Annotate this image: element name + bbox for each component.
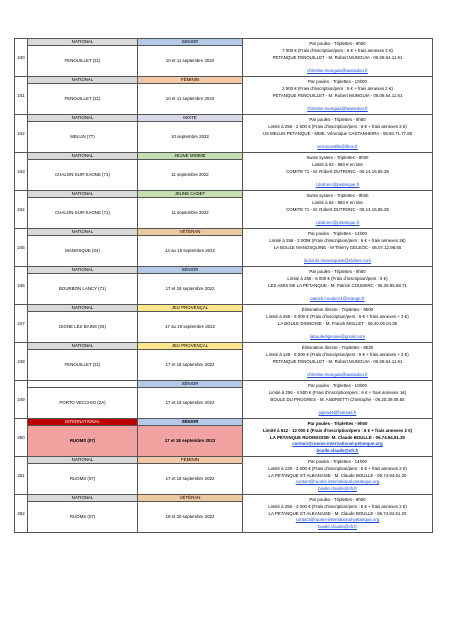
event-city: FENOUILLET (31) [28, 84, 138, 115]
event-header-row [15, 343, 433, 350]
event-number: 241 [15, 77, 28, 115]
event-city: MANOSQUE (04) [28, 236, 138, 267]
info-line: LA PETANQUE ST ALBANAISE - M. Claude BOULLE - 06.74.94.61.20 [268, 510, 407, 516]
event-info [243, 381, 433, 419]
event-header-row [15, 495, 433, 502]
event-date: 10 et 11 septembre 2022 [138, 84, 243, 115]
email-link[interactable]: jujina46@hotmail.fr [318, 410, 357, 416]
event-header-row [15, 305, 433, 312]
email-link[interactable]: contact@ruoms-international-petanque.org [295, 479, 380, 485]
email-link[interactable]: labouledignoise@gmail.com [310, 334, 365, 340]
event-header-row [15, 77, 433, 84]
event-header-row [15, 153, 433, 160]
event-number: 243 [15, 153, 28, 191]
event-info [243, 457, 433, 495]
event-category: SÉNIOR [138, 381, 243, 388]
email-link-2[interactable]: boulle.claude@sfr.fr [316, 448, 359, 454]
info-line: Limité à 256 - 3 000 € (Frais d'inscription/pers : 6 € + frais annexes 2 €) [268, 503, 407, 509]
event-date: 17 et 18 septembre 2022 [138, 464, 243, 495]
info-line: 7 000 € (Frais d'inscription/pers : 6 € + frais annexes 2 €) [282, 47, 393, 53]
info-line [243, 403, 432, 410]
event-info [243, 305, 433, 343]
event-date: 17 et 18 septembre 2022 [138, 388, 243, 419]
event-category: FÉMININ [138, 77, 243, 84]
event-city: FENOUILLET (31) [28, 46, 138, 77]
event-number: 249 [15, 381, 28, 419]
event-city: CHALON-SUR-SAONE (71) [28, 198, 138, 229]
info-line: US MELUN PETANQUE - MME. Véronique CASTANHEIRA - 06.50.71.77.80 [262, 130, 413, 136]
event-number: 251 [15, 457, 28, 495]
event-info [243, 267, 433, 305]
email-link[interactable]: christine.munguia@wanadoo.fr [307, 68, 368, 74]
event-city: MELUN (77) [28, 122, 138, 153]
info-line: LA PETANQUE RUOMSOISE- M. Claude BOULLE - 06.74.94.61.20 [270, 434, 405, 440]
event-level: NATIONAL [28, 115, 138, 122]
schedule-body [15, 39, 433, 533]
info-line: Élimination directe - Triplettes - 8h30 [301, 345, 374, 350]
event-info [243, 419, 433, 457]
event-level: NATIONAL [28, 229, 138, 236]
event-level: NATIONAL [28, 267, 138, 274]
info-line: Limité à 64 - 850 € en lots [312, 199, 363, 205]
info-line [243, 137, 432, 144]
event-header-row [15, 229, 433, 236]
event-date: 14 au 15 septembre 2022 [138, 236, 243, 267]
info-line: 2 500 € (Frais d'inscription/pers : 6 € + frais annexes 2 €) [282, 85, 393, 91]
event-number: 245 [15, 229, 28, 267]
info-line: Par poules - Triplettes - 9h00 [309, 117, 366, 122]
event-header-row [15, 381, 433, 388]
event-level: NATIONAL [28, 153, 138, 160]
info-line [243, 327, 432, 334]
info-line: Par poules - Triplettes - 9h00 [307, 421, 368, 426]
event-header-row [15, 39, 433, 46]
info-line: Par poules - Triplettes - 9h00 [309, 41, 366, 46]
info-line: PETANQUE FENOUILLET - M. Robert MUNGUIA - 06.08.64.11.61 [272, 54, 403, 60]
event-level: NATIONAL [28, 191, 138, 198]
info-line [243, 213, 432, 220]
email-link-2[interactable]: boulle.claude@sfr.fr [318, 486, 357, 492]
event-level: NATIONAL [28, 305, 138, 312]
event-number: 240 [15, 39, 28, 77]
event-category: SENIOR [138, 39, 243, 46]
event-date: 17 et 18 septembre 2022 [138, 426, 243, 457]
event-level: NATIONAL [28, 77, 138, 84]
info-line: PETANQUE FENOUILLET - M. Robert MUNGUIA - 06.08.64.11.61 [272, 92, 403, 98]
event-info [243, 77, 433, 115]
email-link[interactable]: christine.munguia@wanadoo.fr [307, 372, 368, 378]
event-city: DIGNE LES BAINS (04) [28, 312, 138, 343]
event-date: 17 et 18 septembre 2022 [138, 350, 243, 381]
event-city: FENOUILLET (31) [28, 350, 138, 381]
info-line: Limité à 256 - 6 000 € (Frais d'inscription/pers : 6 € + frais annexes + 2 €) [266, 313, 409, 319]
info-line [243, 61, 432, 68]
email-link[interactable]: veroscastil5@libox.fr [317, 144, 358, 150]
info-line: Par poules - Triplettes - 9h00 [309, 497, 366, 502]
info-line: Limité à 64 - 850 € en lots [312, 161, 363, 167]
event-date: 11 septembre 2022 [138, 160, 243, 191]
event-level: NATIONAL [28, 495, 138, 502]
event-number: 248 [15, 343, 28, 381]
event-category: MIXTE [138, 115, 243, 122]
event-category: JEUNE MINIME [138, 153, 243, 160]
schedule-table [14, 38, 433, 533]
info-line [243, 289, 432, 296]
event-category: SÉNIOR [138, 267, 243, 274]
event-city: RUOMS (07) [28, 502, 138, 533]
event-city: BOURBON LANCY (71) [28, 274, 138, 305]
event-header-row [15, 115, 433, 122]
info-line: Par poules - Triplettes - 9h00 [309, 269, 366, 274]
info-line: Limité à 256 - 2 000€ (Frais d'inscription/pers : 6 € + frais annexes 2€) [269, 237, 406, 243]
event-category: JEUNE CADET [138, 191, 243, 198]
info-line: COMITE 71 - M. Robert DUTRONC - 06.14.15.55.29 [286, 168, 389, 174]
info-line: BOULE DU PROGRES - M. ANDRIETTI Christophe - 06.20.39.09.55 [270, 396, 405, 402]
event-date: 17 au 19 septembre 2022 [138, 312, 243, 343]
event-number: 242 [15, 115, 28, 153]
event-level [28, 381, 138, 388]
info-line: LA PETANQUE ST ALBANAISE - M. Claude BOULLE - 06.74.94.61.20 [268, 472, 407, 478]
event-info [243, 39, 433, 77]
event-info [243, 191, 433, 229]
event-info [243, 495, 433, 533]
event-category: JEU PROVENÇAL [138, 343, 243, 350]
info-line: Limité à 256 - 6 000 € (Frais d'inscription/pers : 6 €) [287, 275, 388, 281]
info-line: PETANQUE FENOUILLET - M. Robert MUNGUIA - 06.08.64.11.61 [272, 358, 403, 364]
event-info [243, 343, 433, 381]
event-number: 246 [15, 267, 28, 305]
event-category: SÉNIOR [138, 419, 243, 426]
info-line: Par poules - Triplettes - 10h00 [308, 383, 367, 388]
event-number: 250 [15, 419, 28, 457]
event-date: 17 et 18 septembre 2022 [138, 274, 243, 305]
info-line: Limité à 256 - 2 500 € (Frais d'inscription/pers : 6 € + frais annexes 2 €) [268, 123, 407, 129]
email-link-2[interactable]: boulle.claude@sfr.fr [318, 524, 357, 530]
info-line: Limité à 512 - 12 000 € (Frais d'inscription/pers : 6 € + frais annexes 2 €) [262, 427, 413, 433]
event-header-row [15, 457, 433, 464]
info-line: LA BOULE MANOSQUINE - M Thierry GELEOC - 06.07.12.98.65 [273, 244, 402, 250]
info-line: Par poules - Triplettes - 14h00 [308, 459, 367, 464]
event-header-row [15, 419, 433, 426]
info-line: Limité à 128 - 3 000 € (Frais d'inscription/pers : 6 € + frais annexes 2 €) [268, 465, 407, 471]
event-info [243, 229, 433, 267]
event-category: VÉTÉRAN [138, 229, 243, 236]
info-line [243, 99, 432, 106]
info-line: Limité à 128 - 5 000 € (Frais d'inscription/pers : 6 € + frais annexes + 2 €) [266, 351, 409, 357]
event-number: 247 [15, 305, 28, 343]
event-date: 10 septembre 2022 [138, 122, 243, 153]
event-category: VÉTÉRAN [138, 495, 243, 502]
event-city: PORTO VECCHIO (2A) [28, 388, 138, 419]
event-level: NATIONAL [28, 39, 138, 46]
info-line: Élimination directe - Triplettes - 9h00 [301, 307, 374, 312]
event-info [243, 153, 433, 191]
event-city: RUOMS (07) [28, 464, 138, 495]
event-date: 19 et 20 septembre 2022 [138, 502, 243, 533]
email-link[interactable]: contact@ruoms-international-petanque.org [292, 441, 383, 447]
event-city: RUOMS (07) [28, 426, 138, 457]
info-line: LA BOULE DIGNOISE - M. Franck MOLLET - 06.40.06.04.36 [277, 320, 398, 326]
email-link[interactable]: contact@ruoms-international-petanque.org [295, 517, 380, 523]
event-header-row [15, 191, 433, 198]
info-line: Par poules - Triplettes - 10h00 [308, 79, 367, 84]
info-line [243, 365, 432, 372]
info-line: COMITE 71 - M. Robert DUTRONC - 06.14.15.55.29 [286, 206, 389, 212]
event-category: FÉMININ [138, 457, 243, 464]
event-number: 252 [15, 495, 28, 533]
email-link[interactable]: r.dutronc@petanque.fr [315, 220, 360, 226]
event-info [243, 115, 433, 153]
info-line: Swiss system - Triplettes - 9h00 [306, 155, 369, 160]
info-line: Par poules - Triplettes - 14h00 [308, 231, 367, 236]
info-line [243, 251, 432, 258]
event-level: NATIONAL [28, 343, 138, 350]
event-level: INTERNATIONAL [28, 419, 138, 426]
info-line [243, 175, 432, 182]
email-link[interactable]: r.dutronc@petanque.fr [315, 182, 360, 188]
info-line: Limité à 256 - 4 500 € (Frais d'inscription/pers : 6 € + frais annexes 1€) [268, 389, 407, 395]
email-link[interactable]: patrick.couderc4@orange.fr [310, 296, 365, 302]
email-link[interactable]: la.boule.manosquine@clubes.com [303, 258, 372, 264]
event-date: 10 et 11 septembre 2022 [138, 46, 243, 77]
event-date: 11 septembre 2022 [138, 198, 243, 229]
event-category: JEU PROVENÇAL [138, 305, 243, 312]
info-line: LES AMIS DE LA PÉTANQUE - M. Patrick COUDERC - 06.25.85.68.71 [268, 282, 407, 288]
event-header-row [15, 267, 433, 274]
event-level: NATIONAL [28, 457, 138, 464]
info-line: Swiss system - Triplettes - 9h00 [306, 193, 369, 198]
event-number: 244 [15, 191, 28, 229]
event-city: CHALON-SUR-SAONE (71) [28, 160, 138, 191]
email-link[interactable]: christine.munguia@wanadoo.fr [307, 106, 368, 112]
